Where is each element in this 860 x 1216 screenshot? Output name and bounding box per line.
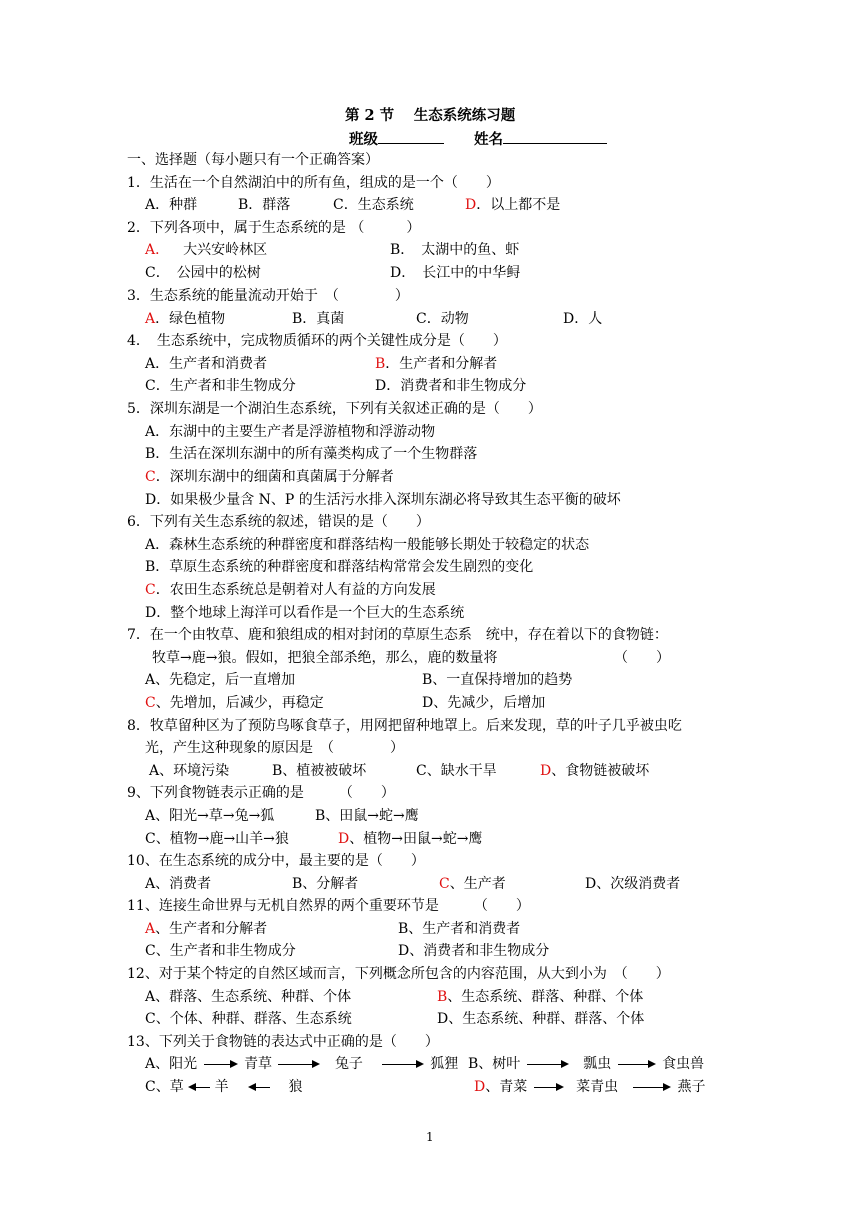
arrow-right-icon: [278, 1054, 320, 1074]
q10-option-b: B、分解者: [292, 876, 359, 892]
name-blank[interactable]: [503, 128, 607, 144]
q13-option-a: A、阳光 青草 兔子 狐狸: [145, 1056, 459, 1072]
q2-option-c: C． 公园中的松树: [145, 265, 261, 281]
q8-answer-letter: D: [540, 763, 552, 779]
q7-answer-paren: （ ）: [614, 650, 670, 666]
q8-option-b: B、植被被破坏: [272, 763, 367, 779]
q10-option-d: D、次级消费者: [585, 876, 681, 892]
q8-stem-cont: 光，产生这种现象的原因是 （ ）: [145, 740, 404, 756]
q10-option-c: C、生产者: [439, 876, 506, 892]
q11-answer-letter: A: [145, 921, 156, 937]
q2-option-d: D． 长江中的中华鲟: [390, 265, 521, 281]
q6-stem: 6．下列有关生态系统的叙述，错误的是（ ）: [127, 514, 430, 530]
q7-option-b: B、一直保持增加的趋势: [422, 672, 573, 688]
q9-answer-letter: D: [338, 831, 350, 847]
q9-option-b: B、田鼠→蛇→鹰: [315, 808, 419, 824]
q13-option-c: C、草 羊 狼: [145, 1079, 303, 1095]
q7-option-c: C、先增加，后减少，再稳定: [145, 695, 324, 711]
page-title: 第 2 节 生态系统练习题: [345, 107, 516, 124]
section-heading: 一、选择题（每小题只有一个正确答案）: [127, 152, 379, 168]
q5-answer-letter: C: [145, 469, 156, 485]
q6-option-a: A．森林生态系统的种群密度和群落结构一般能够长期处于较稳定的状态: [145, 537, 590, 553]
q4-stem: 4． 生态系统中，完成物质循环的两个关键性成分是（ ）: [127, 333, 507, 349]
q10-stem: 10、在生态系统的成分中，最主要的是（ ）: [127, 853, 425, 869]
q5-stem: 5．深圳东湖是一个湖泊生态系统，下列有关叙述正确的是（ ）: [127, 401, 542, 417]
q9-option-d: D、植物→田鼠→蛇→鹰: [338, 831, 483, 847]
page-number: 1: [426, 1130, 434, 1144]
q2-option-a: A． 大兴安岭林区: [145, 242, 268, 258]
arrow-left-icon: [188, 1077, 210, 1097]
q3-option-d: D．人: [563, 311, 603, 327]
q4-option-a: A．生产者和消费者: [145, 356, 268, 372]
arrow-right-icon: [534, 1077, 564, 1097]
q1-option-a: A．种群: [145, 197, 198, 213]
q12-stem: 12、对于某个特定的自然区域而言，下列概念所包含的内容范围，从大到小为 （ ）: [127, 966, 670, 982]
q12-answer-letter: B: [437, 989, 448, 1005]
q6-option-d: D．整个地球上海洋可以看作是一个巨大的生态系统: [145, 605, 465, 621]
q3-option-b: B．真菌: [292, 311, 345, 327]
q1-option-b: B．群落: [238, 197, 291, 213]
q10-option-a: A、消费者: [145, 876, 212, 892]
q12-option-b: B、生态系统、群落、种群、个体: [437, 989, 644, 1005]
q11-option-a: A、生产者和分解者: [145, 921, 268, 937]
q9-stem: 9、下列食物链表示正确的是 （ ）: [127, 785, 395, 801]
q5-option-c: C．深圳东湖中的细菌和真菌属于分解者: [145, 469, 394, 485]
q6-answer-letter: C: [145, 582, 156, 598]
q7-stem: 7．在一个由牧草、鹿和狼组成的相对封闭的草原生态系 统中，存在着以下的食物链：: [127, 627, 668, 643]
q11-option-d: D、消费者和非生物成分: [398, 943, 550, 959]
q1-option-d: D．以上都不是: [465, 197, 561, 213]
q4-answer-letter: B: [375, 356, 386, 372]
q8-option-a: A、环境污染: [149, 763, 230, 779]
q3-answer-letter: A: [145, 311, 156, 327]
q11-option-b: B、生产者和消费者: [398, 921, 521, 937]
q13-answer-letter: D: [474, 1079, 486, 1095]
arrow-right-icon: [527, 1054, 569, 1074]
class-label: 班级: [349, 131, 378, 148]
q2-option-b: B． 太湖中的鱼、虾: [390, 242, 520, 258]
q4-option-d: D．消费者和非生物成分: [375, 378, 527, 394]
q5-option-d: D．如果极少量含 N、P 的生活污水排入深圳东湖必将导致其生态平衡的破坏: [145, 492, 621, 508]
student-info-line: [349, 128, 607, 150]
q2-answer-letter: A．: [145, 242, 170, 258]
q8-stem: 8．牧草留种区为了预防鸟啄食草子，用网把留种地罩上。后来发现，草的叶子几乎被虫吃: [127, 718, 682, 734]
arrow-right-icon: [204, 1054, 238, 1074]
q7-answer-letter: C: [145, 695, 156, 711]
q12-option-a: A、群落、生态系统、种群、个体: [145, 989, 352, 1005]
q8-option-c: C、缺水干旱: [416, 763, 497, 779]
q13-stem: 13、下列关于食物链的表达式中正确的是（ ）: [127, 1034, 439, 1050]
q6-option-c: C．农田生态系统总是朝着对人有益的方向发展: [145, 582, 436, 598]
q12-option-d: D、生态系统、种群、群落、个体: [437, 1011, 645, 1027]
q7-stem-cont: 牧草→鹿→狼。假如，把狼全部杀绝，那么，鹿的数量将: [152, 650, 498, 666]
q4-option-b: B．生产者和分解者: [375, 356, 498, 372]
q1-stem: 1．生活在一个自然湖泊中的所有鱼，组成的是一个（ ）: [127, 175, 500, 191]
q8-option-d: D、食物链被破坏: [540, 763, 650, 779]
q13-option-b: B、树叶 瓢虫 食虫兽: [468, 1056, 705, 1072]
q3-option-a: A．绿色植物: [145, 311, 226, 327]
q2-stem: 2．下列各项中，属于生态系统的是 （ ）: [127, 220, 421, 236]
q5-option-a: A．东湖中的主要生产者是浮游植物和浮游动物: [145, 424, 436, 440]
q12-option-c: C、个体、种群、群落、生态系统: [145, 1011, 352, 1027]
q11-stem: 11、连接生命世界与无机自然界的两个重要环节是 （ ）: [127, 898, 530, 914]
arrow-right-icon: [382, 1054, 424, 1074]
q3-stem: 3．生态系统的能量流动开始于 （ ）: [127, 288, 409, 304]
q10-answer-letter: C: [439, 876, 450, 892]
q4-option-c: C．生产者和非生物成分: [145, 378, 296, 394]
q13-option-d: D、青菜 菜青虫 燕子: [474, 1079, 706, 1095]
q1-answer-letter: D: [465, 197, 477, 213]
arrow-right-icon: [618, 1054, 656, 1074]
q5-option-b: B．生活在深圳东湖中的所有藻类构成了一个生物群落: [145, 446, 478, 462]
q7-option-d: D、先减少，后增加: [422, 695, 546, 711]
q9-option-a: A、阳光→草→兔→狐: [145, 808, 275, 824]
arrow-left-icon: [248, 1077, 270, 1097]
class-blank[interactable]: [378, 128, 444, 144]
q3-option-c: C．动物: [416, 311, 469, 327]
arrow-right-icon: [633, 1077, 671, 1097]
q1-option-c: C．生态系统: [333, 197, 414, 213]
q7-option-a: A、先稳定，后一直增加: [145, 672, 296, 688]
q11-option-c: C、生产者和非生物成分: [145, 943, 296, 959]
name-label: 姓名: [474, 131, 503, 148]
q6-option-b: B．草原生态系统的种群密度和群落结构常常会发生剧烈的变化: [145, 559, 534, 575]
q9-option-c: C、植物→鹿→山羊→狼: [145, 831, 289, 847]
